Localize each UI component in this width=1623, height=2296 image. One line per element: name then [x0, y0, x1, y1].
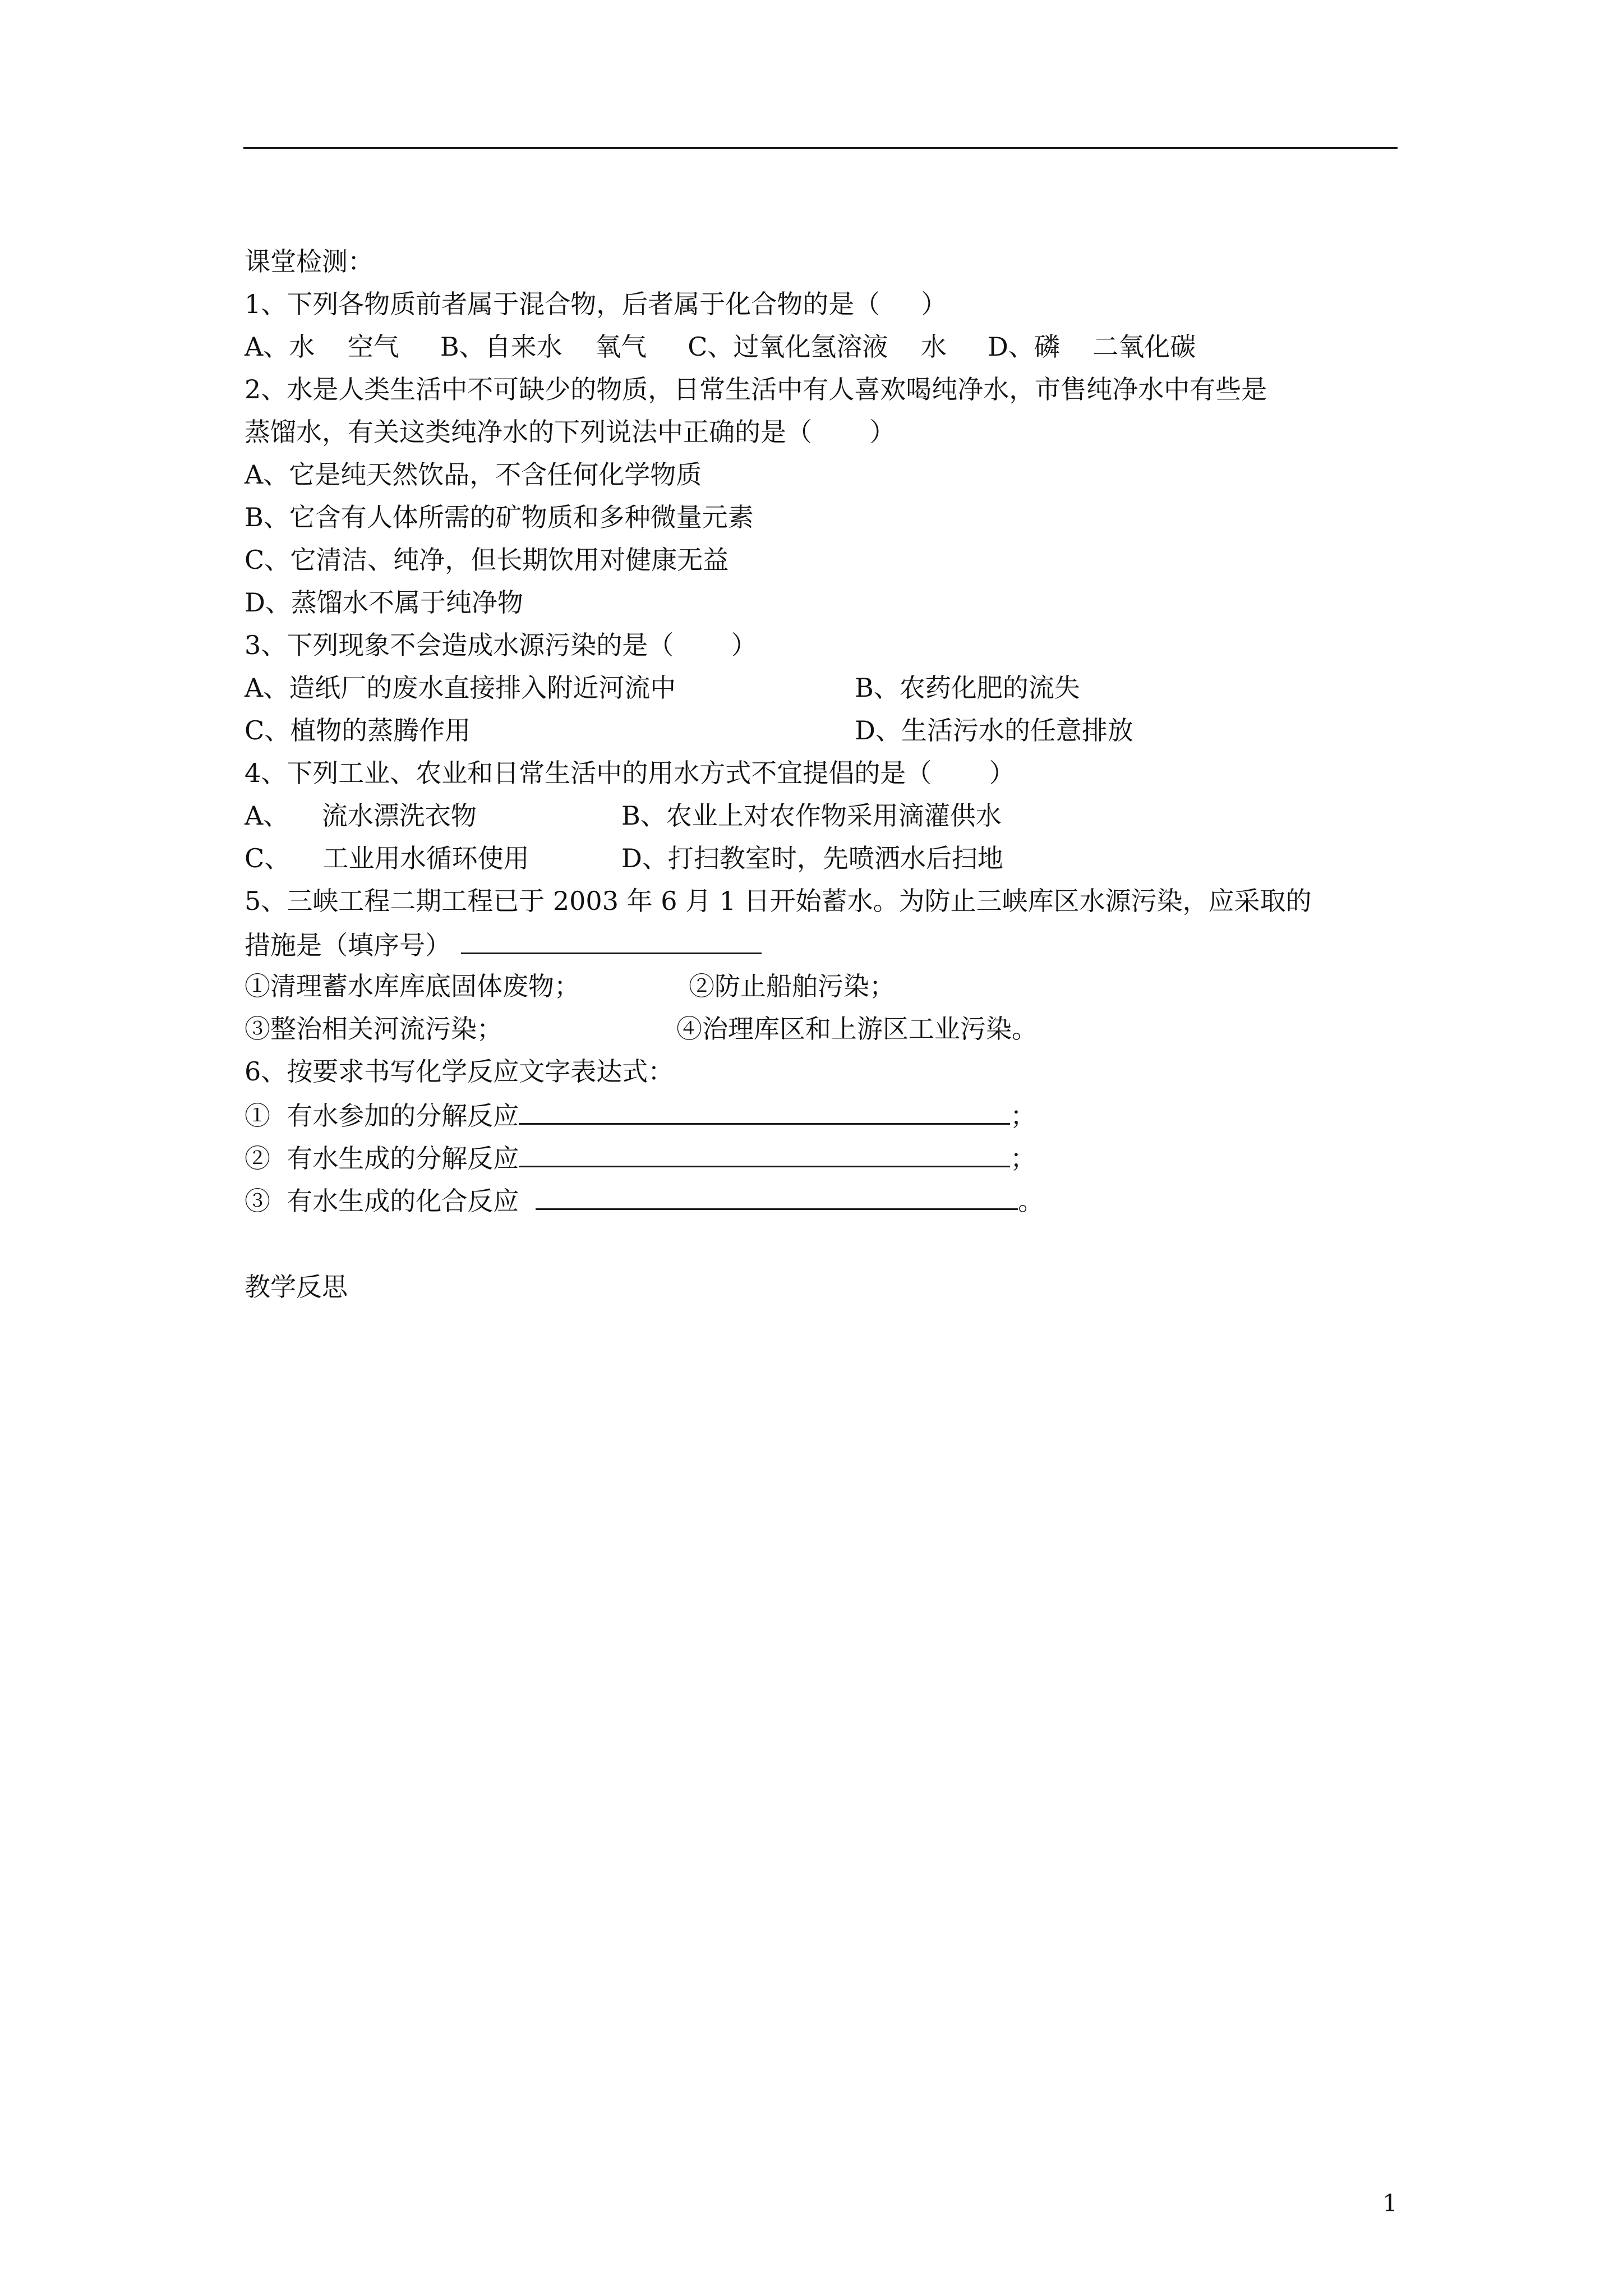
q6-item-2 — [245, 1140, 1036, 1175]
q6-item-3 — [245, 1182, 1044, 1218]
q3-option-a: A、造纸厂的废水直接排入附近河流中 — [245, 673, 676, 703]
q5-option-1: ①清理蓄水库库底固体废物； — [245, 971, 580, 1001]
q6-item-3-blank[interactable] — [536, 1182, 1018, 1210]
q6-item-2-text: ② 有水生成的分解反应 — [245, 1143, 519, 1174]
q2-option-a: A、它是纯天然饮品，不含任何化学物质 — [245, 459, 702, 490]
q3-stem: 3、下列现象不会造成水源污染的是（ ） — [245, 630, 757, 660]
q5-option-4: ④治理库区和上游区工业污染。 — [676, 1014, 1038, 1044]
q1-stem: 1、下列各物质前者属于混合物，后者属于化合物的是（ ） — [245, 289, 947, 319]
q6-stem: 6、按要求书写化学反应文字表达式： — [245, 1056, 674, 1087]
q4-option-b: B、农业上对农作物采用滴灌供水 — [621, 800, 1002, 831]
q2-stem-line2: 蒸馏水，有关这类纯净水的下列说法中正确的是（ ） — [245, 417, 896, 447]
q5-stem-line2 — [245, 927, 762, 962]
q2-stem-line1: 2、水是人类生活中不可缺少的物质，日常生活中有人喜欢喝纯净水，市售纯净水中有些是 — [245, 374, 1267, 404]
q3-option-c: C、植物的蒸腾作用 — [245, 715, 471, 746]
q5-answer-blank[interactable] — [461, 927, 762, 954]
q1-options: A、水 空气 B、自来水 氧气 C、过氧化氢溶液 水 D、磷 二氧化碳 — [245, 332, 1196, 362]
q6-item-1 — [245, 1097, 1036, 1133]
q2-option-b: B、它含有人体所需的矿物质和多种微量元素 — [245, 502, 754, 532]
q3-option-d: D、生活污水的任意排放 — [855, 715, 1133, 746]
q5-option-3: ③整治相关河流污染； — [245, 1014, 502, 1044]
q6-item-1-text: ① 有水参加的分解反应 — [245, 1101, 519, 1131]
q5-stem-line1: 5、三峡工程二期工程已于 2003 年 6 月 1 日开始蓄水。为防止三峡库区水源污染，应采取的 — [245, 886, 1312, 916]
q5-stem-line2-text: 措施是（填序号） — [245, 930, 451, 960]
q4-stem: 4、下列工业、农业和日常生活中的用水方式不宜提倡的是（ ） — [245, 758, 1015, 788]
q4-option-a: A、 流水漂洗衣物 — [245, 800, 477, 831]
q5-option-2: ②防止船舶污染； — [689, 971, 895, 1001]
q2-option-c: C、它清洁、纯净，但长期饮用对健康无益 — [245, 545, 729, 575]
q3-option-b: B、农药化肥的流失 — [855, 673, 1080, 703]
page-number: 1 — [1382, 2189, 1398, 2217]
header-rule — [243, 147, 1398, 149]
section-title: 课堂检测： — [245, 246, 374, 277]
q6-item-2-end: ； — [1010, 1143, 1036, 1174]
q4-option-c: C、 工业用水循环使用 — [245, 843, 529, 873]
q6-item-1-blank[interactable] — [519, 1097, 1010, 1125]
q6-item-1-end: ； — [1010, 1101, 1036, 1131]
q2-option-d: D、蒸馏水不属于纯净物 — [245, 587, 523, 618]
q4-option-d: D、打扫教室时，先喷洒水后扫地 — [621, 843, 1003, 873]
reflection-title: 教学反思 — [245, 1272, 348, 1302]
q6-item-2-blank[interactable] — [519, 1140, 1010, 1167]
q6-item-3-text: ③ 有水生成的化合反应 — [245, 1186, 519, 1216]
q6-item-3-end: 。 — [1018, 1186, 1044, 1216]
